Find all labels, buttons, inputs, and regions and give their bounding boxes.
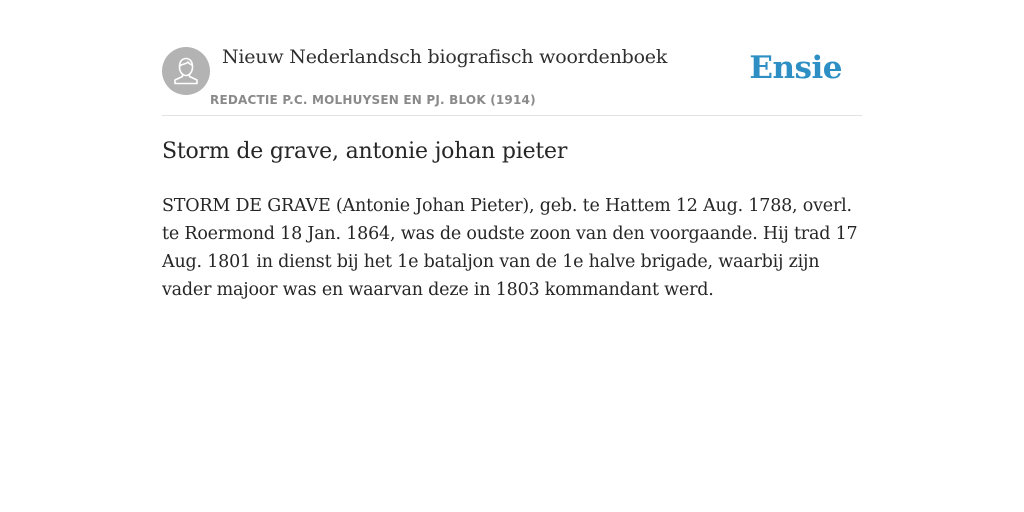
ensie-logo-link[interactable]: Ensie: [749, 50, 842, 86]
entry-body-text: STORM DE GRAVE (Antonie Johan Pieter), geb. te Hattem 12 Aug. 1788, overl. te Roermond 18 Jan. 1864, was de oudste zoon van den voorgaande. Hij trad 17 Aug. 1801 in dienst bij het 1e bataljon van de 1e halve brigade, waarbij zijn vader majoor was en waarvan deze in 1803 kommandant werd.: [162, 196, 858, 300]
entry-title: Storm de grave, antonie johan pieter: [162, 139, 568, 164]
user-avatar-icon[interactable]: [162, 47, 210, 95]
source-title[interactable]: Nieuw Nederlandsch biografisch woordenboek: [222, 46, 668, 68]
source-header: [162, 44, 862, 116]
person-outline-icon: [162, 47, 210, 95]
source-editors: REDACTIE P.C. MOLHUYSEN EN PJ. BLOK (1914): [210, 93, 536, 107]
